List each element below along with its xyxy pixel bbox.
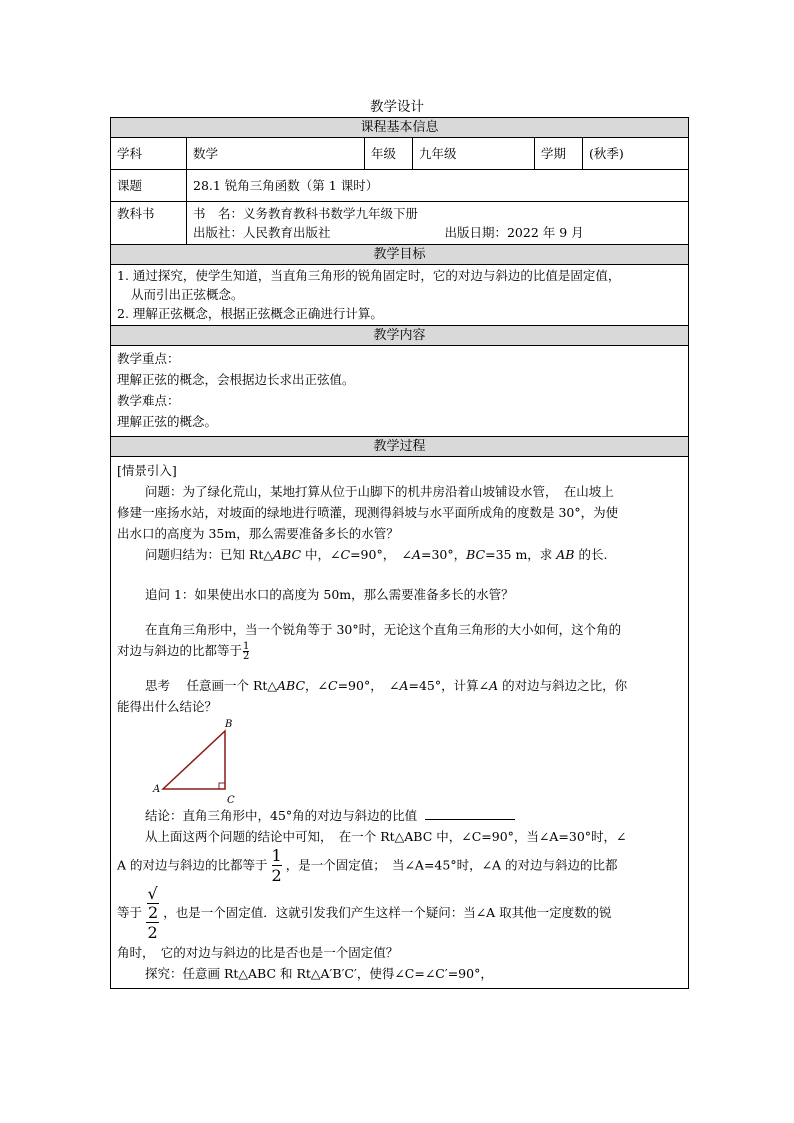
subject-label: 学科 — [111, 138, 187, 170]
term-label: 学期 — [535, 138, 583, 170]
process-body — [111, 457, 689, 989]
difficulty-text: 理解正弦的概念。 — [117, 414, 218, 429]
subject-value: 数学 — [187, 138, 365, 170]
vertex-c-label: C — [227, 795, 235, 805]
process-row — [111, 457, 689, 989]
right-triangle-line-1: 在直角三角形中，当一个锐角等于 30°时，无论这个直角三角形的大小如何，这个角的 — [145, 622, 622, 637]
answer-blank[interactable] — [425, 807, 515, 820]
objective-2: 2. 理解正弦概念，根据正弦概念正确进行计算。 — [117, 306, 383, 321]
difficulty-label: 教学难点： — [117, 393, 180, 408]
document-title: 教学设计 — [370, 99, 424, 115]
topic-row — [111, 170, 689, 202]
right-angle-mark — [219, 783, 225, 789]
triangle-shape — [163, 731, 225, 789]
intro-heading: [情景引入] — [117, 463, 177, 478]
conclusion-line: 结论：直角三角形中，45°角的对边与斜边的比值 — [117, 805, 682, 826]
section-content: 教学内容 — [111, 326, 689, 346]
think-question: 思考 任意画一个 Rt△ABC，∠C=90°， ∠A=45°，计算∠A 的对边与斜边之比，你 — [145, 678, 628, 693]
problem-summary: 问题归结为：已知 Rt△ABC 中，∠C=90°， ∠A=30°，BC=35 m，求 AB 的长. — [145, 547, 608, 562]
publisher-line — [193, 223, 682, 242]
content-body — [111, 346, 689, 437]
section-objectives: 教学目标 — [111, 245, 689, 265]
objective-1: 1. 通过探究，使学生知道，当直角三角形的锐角固定时，它的对边与斜边的比值是固定值， — [117, 268, 621, 283]
fraction-half-small: $\frac{1}{2}$ — [243, 641, 250, 662]
book-name: 书 名：义务教育教科书数学九年级下册 — [193, 206, 419, 221]
fraction-sqrt2-over-2: √ 2 2 — [147, 884, 159, 942]
grade-value: 九年级 — [413, 138, 535, 170]
info-row — [111, 138, 689, 170]
think-question-cont: 能得出什么结论？ — [117, 699, 218, 714]
triangle-figure-box — [117, 717, 682, 805]
from-line-4: 角时， 它的对边与斜边的比是否也是一个固定值？ — [117, 945, 399, 960]
problem-line-2: 修建一座扬水站，对坡面的绿地进行喷灌，现测得斜坡与水平面所成角的度数是 30°，为使 — [117, 505, 619, 520]
textbook-info — [187, 202, 689, 245]
vertex-b-label: B — [225, 719, 233, 730]
problem-line-3: 出水口的高度为 35m，那么需要准备多长的水管？ — [117, 526, 399, 541]
vertex-a-label: A — [153, 784, 161, 795]
textbook-label: 教科书 — [111, 202, 187, 245]
grade-label: 年级 — [365, 138, 413, 170]
right-triangle-line-2: 对边与斜边的比都等于 $\frac{1}{2}$ — [117, 641, 250, 662]
publish-date: 出版日期：2022 年 9 月 — [444, 225, 584, 240]
followup-question: 追问 1：如果使出水口的高度为 50m，那么需要准备多长的水管？ — [145, 587, 514, 602]
key-point-label: 教学重点： — [117, 351, 180, 366]
lesson-plan-table — [110, 117, 689, 989]
textbook-row — [111, 202, 689, 245]
section-basic-info: 课程基本信息 — [111, 118, 689, 138]
objectives-content — [111, 265, 689, 326]
topic-value: 28.1 锐角三角函数（第 1 课时） — [187, 170, 689, 202]
term-value: (秋季) — [583, 138, 689, 170]
from-line-3: 等于 √ 2 2 ，也是一个固定值．这就引发我们产生这样一个疑问：当∠A 取其他一定度数的锐 — [117, 884, 612, 942]
explore-line: 探究：任意画 Rt△ABC 和 Rt△A′B′C′，使得∠C=∠C′=90°， — [145, 966, 493, 981]
content-row — [111, 346, 689, 437]
fraction-half-large: $\frac{1}{2}$ — [271, 846, 282, 885]
publisher: 出版社：人民教育出版社 — [193, 225, 331, 240]
problem-line-1: 问题：为了绿化荒山，某地打算从位于山脚下的机井房沿着山坡铺设水管， 在山坡上 — [145, 484, 614, 499]
objectives-row — [111, 265, 689, 326]
right-triangle-diagram — [147, 717, 247, 805]
topic-label: 课题 — [111, 170, 187, 202]
section-process: 教学过程 — [111, 437, 689, 457]
key-point-text: 理解正弦的概念，会根据边长求出正弦值。 — [117, 372, 355, 387]
objective-1-cont: 从而引出正弦概念。 — [131, 287, 244, 302]
from-line-1: 从上面这两个问题的结论中可知， 在一个 Rt△ABC 中，∠C=90°，当∠A=30°时，∠ — [145, 829, 627, 844]
from-line-2: A 的对边与斜边的比都等于 $\frac{1}{2}$ ，是一个固定值； 当∠A=45°时，∠A 的对边与斜边的比都 — [117, 846, 618, 885]
